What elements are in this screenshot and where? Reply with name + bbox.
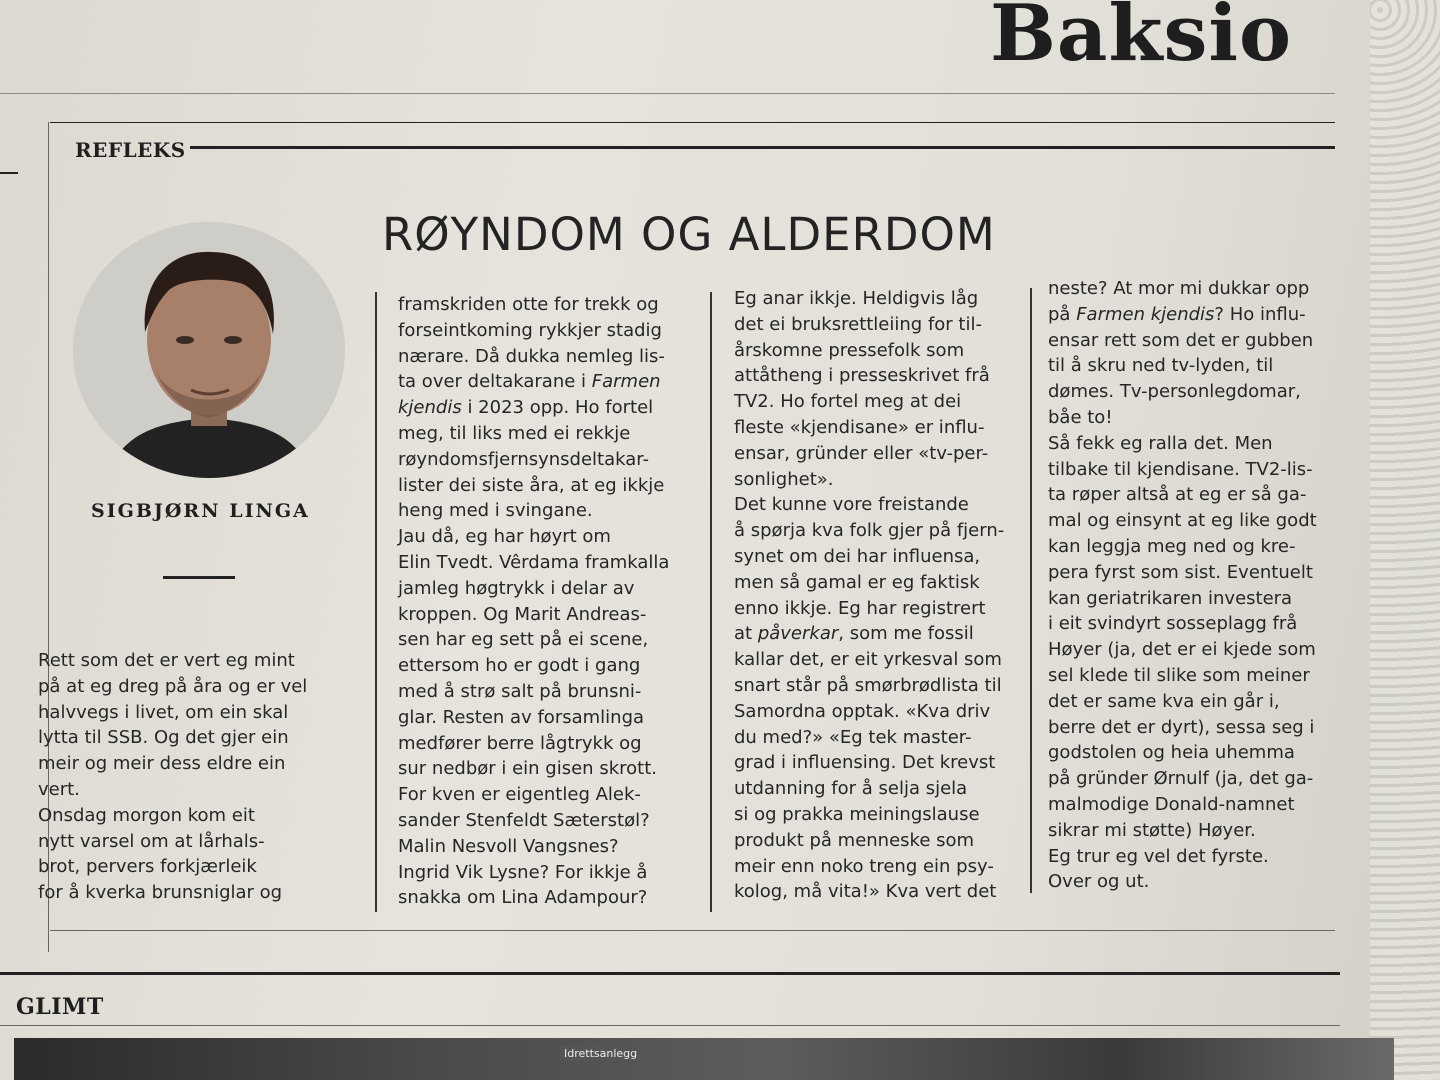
text-line: kroppen. Og Marit Andreas- [398,603,647,625]
text-line: snakka om Lina Adampour? [398,887,648,909]
text-line: røyndomsfjernsynsdeltakar- [398,448,650,470]
text-line: TV2. Ho fortel meg at dei [734,391,962,413]
text-line: Rett som det er vert eg mint [38,650,295,671]
text-line: produkt på menneske som [734,829,975,851]
text-line: Høyer (ja, det er ei kjede som [1048,639,1316,661]
text-line: nærare. Då dukka nemleg lis- [398,345,665,367]
text-line: dømes. Tv-personlegdomar, [1048,381,1301,403]
text-line: grad i influensing. Det krevst [734,752,996,774]
column-divider-1 [375,292,377,912]
text-line: jamleg høgtrykk i delar av [398,577,635,599]
text-line: sander Stenfeldt Sæterstøl? [398,809,650,831]
text-line: Det kunne vore freistande [734,494,969,516]
article-headline: RØYNDOM OG ALDERDOM [382,208,996,261]
article-column-3 [734,286,1004,905]
text-line: tilbake til kjendisane. TV2-lis- [1048,458,1313,480]
lace-tablecloth [1370,0,1440,1080]
text-line: snart står på smørbrødlista til [734,674,1002,696]
text-line: til å skru ned tv-lyden, til [1048,355,1274,377]
top-rule [0,93,1335,94]
text-line: berre det er dyrt), sessa seg i [1048,716,1315,738]
text-line: si og prakka meiningslause [734,803,980,825]
text-line: sonlighet». [734,468,834,490]
header-rule-thick [190,146,1335,149]
text-line: ta røper altså at eg er så ga- [1048,484,1307,506]
text-line: brot, pervers forkjærleik [38,856,257,878]
section-kicker: REFLEKS [75,138,186,162]
text-line: neste? At mor mi dukkar opp [1048,278,1310,299]
text-line: utdanning for å selja sjela [734,778,968,800]
text-line: kan leggja meg ned og kre- [1048,535,1296,557]
text-line: mal og einsynt at eg like godt [1048,510,1317,532]
text-line: Onsdag morgon kom eit [38,804,255,826]
text-line: sen har eg sett på ei scene, [398,629,649,651]
text-line: Så fekk eg ralla det. Men [1048,432,1273,454]
text-line: kjendis i 2023 opp. Ho fortel [398,397,654,419]
text-line: ettersom ho er godt i gang [398,655,641,677]
text-line: sel klede til slike som meiner [1048,664,1310,686]
text-line: å spørja kva folk gjer på fjern- [734,520,1005,542]
text-line: men så gamal er eg faktisk [734,571,980,593]
text-line: ensar, gründer eller «tv-per- [734,442,989,464]
text-line: lister dei siste åra, at eg ikkje [398,474,665,496]
article-column-4 [1048,276,1317,895]
text-line: for å kverka brunsniglar og [38,882,283,904]
text-line: framskriden otte for trekk og [398,294,659,315]
text-line: ensar rett som det er gubben [1048,329,1314,351]
glimt-rule-top [0,972,1340,975]
text-line: fleste «kjendisane» er influ- [734,416,985,438]
text-line: synet om dei har influensa, [734,545,981,567]
text-line: attåtheng i presseskrivet frå [734,365,990,387]
text-line: det er same kva ein går i, [1048,690,1280,712]
article-column-2 [398,292,669,911]
text-line: heng med i svingane. [398,500,593,522]
glimt-kicker: GLIMT [16,994,104,1020]
text-line: ta over deltakarane i Farmen [398,371,661,393]
text-line: For kven er eigentleg Alek- [398,784,641,806]
text-line: malmodige Donald-namnet [1048,793,1295,815]
author-photo [73,222,345,478]
text-line: Eg anar ikkje. Heldigvis låg [734,288,979,309]
header-rule-thin [50,122,1335,123]
glimt-rule-bottom [0,1025,1340,1026]
text-line: forseintkoming rykkjer stadig [398,319,662,341]
text-line: på Farmen kjendis? Ho influ- [1048,303,1306,325]
byline-divider [163,576,235,579]
author-portrait-image [73,222,345,478]
text-line: vert. [38,778,80,800]
text-line: i eit svindyrt sosseplagg frå [1048,613,1298,635]
text-line: meir og meir dess eldre ein [38,753,286,775]
text-line: Samordna opptak. «Kva driv [734,700,991,722]
text-line: kallar det, er eit yrkesval som [734,649,1002,671]
text-line: på at eg dreg på åra og er vel [38,675,308,697]
text-line: Jau då, eg har høyrt om [398,526,611,548]
text-line: sikrar mi støtte) Høyer. [1048,819,1256,841]
text-line: Elin Tvedt. Vêrdama framkalla [398,551,670,573]
text-line: meg, til liks med ei rekkje [398,422,631,444]
column-divider-2 [710,292,712,912]
left-edge-mark [0,172,18,174]
article-bottom-rule [50,930,1335,931]
text-line: med å strø salt på brunsni- [398,680,642,702]
text-line: Malin Nesvoll Vangsnes? [398,835,619,857]
text-line: Ingrid Vik Lysne? For ikkje å [398,861,648,883]
text-line: godstolen og heia uhemma [1048,742,1295,764]
text-line: kolog, må vita!» Kva vert det [734,881,997,903]
author-byline: SIGBJØRN LINGA [91,500,310,522]
text-line: enno ikkje. Eg har registrert [734,597,986,619]
bottom-photo [14,1038,1394,1080]
text-line: kan geriatrikaren investera [1048,587,1293,609]
text-line: du med?» «Eg tek master- [734,726,972,748]
text-line: på gründer Ørnulf (ja, det ga- [1048,768,1314,790]
text-line: lytta til SSB. Og det gjer ein [38,727,289,749]
text-line: glar. Resten av forsamlinga [398,706,645,728]
photo-sign: Idrettsanlegg [560,1046,641,1061]
section-title: Baksio [990,0,1293,79]
text-line: nytt varsel om at lårhals- [38,830,265,852]
text-line: årskomne pressefolk som [734,339,965,361]
text-line: båe to! [1048,406,1113,428]
text-line: pera fyrst som sist. Eventuelt [1048,561,1313,583]
text-line: at påverkar, som me fossil [734,623,974,645]
article-column-1 [38,648,307,906]
text-line: Eg trur eg vel det fyrste. [1048,845,1269,867]
text-line: sur nedbør i ein gisen skrott. [398,758,657,780]
text-line: medfører berre lågtrykk og [398,732,642,754]
column-divider-3 [1030,288,1032,893]
text-line: halvvegs i livet, om ein skal [38,701,289,723]
text-line: det ei bruksrettleiing for til- [734,313,982,335]
text-line: Over og ut. [1048,871,1150,893]
text-line: meir enn noko treng ein psy- [734,855,994,877]
